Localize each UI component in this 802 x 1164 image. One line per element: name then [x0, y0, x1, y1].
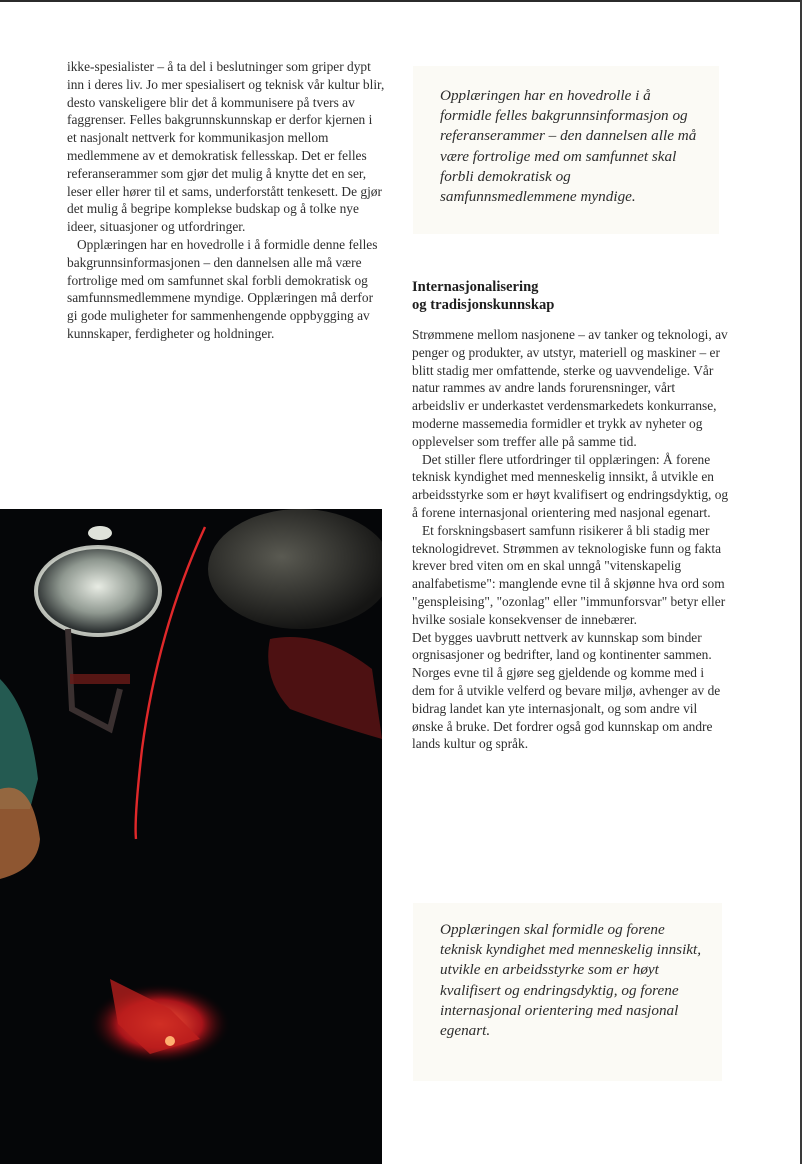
pull-quote-text: Opplæringen har en hovedrolle i å formidle felles bakgrunnsinformasjon og referanserammer – den dannelsen alle må være fortrolige med om samfunnet skal forbli demokratisk og samfunnsmedlemmene myndige.: [440, 87, 697, 206]
body-paragraph: Et forskningsbasert samfunn risikerer å bli stadig mer teknologidrevet. Strømmen av teknologiske funn og fakta krever bred viten om en skal unngå "vitenskapelig analfabetisme": manglende evne til å skjønne hva ord som "genspleising", "ozonlag" eller "immunforsvar" betyr eller hvilke sosiale konsekvenser de innebærer.: [412, 522, 726, 627]
lamp-arm-highlight: [70, 674, 130, 684]
pull-quote-text: Opplæringen skal formidle og forene teknisk kyndighet med menneskelig innsikt, utvikle en arbeidsstyrke som er høyt kvalifisert og endringsdyktig, og forene internasjonal orientering med nasjonal egenart.: [440, 921, 702, 1040]
section-heading-line: og tradisjonskunnskap: [412, 297, 555, 313]
body-paragraph: Opplæringen har en hovedrolle i å formidle denne felles bakgrunnsinformasjonen – den dannelsen alle må være fortrolige med om samfunnet skal forbli demokratisk og samfunnsmedlemmene myndige. Opplæringen må derfor gi gode muligheter for sammenhengende oppbygging av kunnskaper, ferdigheter og holdninger.: [67, 236, 378, 341]
lamp-handle: [88, 526, 112, 540]
pull-quote-bottom: [413, 903, 722, 1081]
laser-spot: [165, 1036, 175, 1046]
section-heading-line: Internasjonalisering: [412, 279, 539, 295]
section-heading: [412, 278, 712, 314]
body-paragraph: ikke-spesialister – å ta del i beslutninger som griper dypt inn i deres liv. Jo mer spesialisert og teknisk vår kultur blir, desto vanskeligere blir det å kommunisere på tvers av faggrenser. Felles bakgrunnskunnskap er derfor kjernen i et nasjonalt nettverk for kommunikasjon mellom medlemmene av et demokratisk fellesskap. Det er felles referanserammer som gjør det mulig å knytte det en ser, leser eller hører til et sams, underforstått tenkesett. De gjør det mulig å begripe komplekse budskap og å tolke nye ideer, situasjoner og utfordringer.: [67, 59, 385, 235]
surgery-laser-photo: [0, 509, 382, 1164]
photo-illustration: [0, 509, 382, 1164]
body-paragraph: Strømmene mellom nasjonene – av tanker og teknologi, av penger og produkter, av utstyr, materiell og maskiner – er blitt stadig mer omfattende, sterke og uavvendelige. Vår natur rammes av andre lands forurensninger, vårt arbeidsliv er underkastet verdensmarkedets konkurranse, moderne massemedia formidler et trykk av nyheter og opplevelser som treffer alle på samme tid.: [412, 327, 728, 449]
pull-quote-top: [413, 66, 719, 234]
right-text-column: [412, 326, 730, 753]
left-text-column: [67, 58, 385, 343]
top-rule: [0, 0, 802, 2]
body-paragraph: Det stiller flere utfordringer til opplæringen: Å forene teknisk kyndighet med menneskelig innsikt, å utvikle en arbeidsstyrke som er høyt kvalifisert og endringsdyktig, og å forene internasjonal orientering med nasjonal egenart.: [412, 451, 729, 520]
body-paragraph: Det bygges uavbrutt nettverk av kunnskap som binder orgnisasjoner og bedrifter, land og kontinenter sammen. Norges evne til å gjøre seg gjeldende og komme med i dem for å utvikle velferd og bevare miljø, avhenger av de bidrag landet kan yte internasjonalt, og som andre vil ønske å bruke. Det fordrer også god kunnskap om andre lands kultur og språk.: [412, 629, 721, 752]
